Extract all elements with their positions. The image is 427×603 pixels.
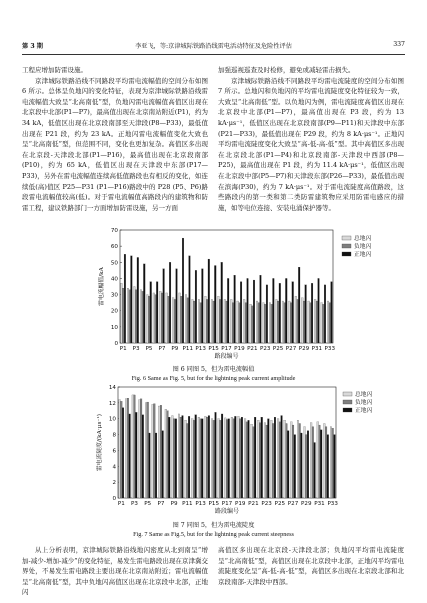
fig6-bar-正地闪-P4 xyxy=(143,264,145,343)
fig6-bar-正地闪-P17 xyxy=(227,278,229,343)
fig6-bar-负地闪-P15 xyxy=(213,301,215,343)
fig6-bar-总地闪-P18 xyxy=(230,299,232,343)
paragraph: 从上分析表明，京津城际铁路沿线地闪密度从北到南呈“增加-减少-增加-减少”的变化特征，易发生雷电路段出现在京津冀交界处，不易发生雷电路段主要出现在北京南站附近；雷电流幅值呈“北高南低”型，其中负地闪高值区出现在北京段中北部，正地闪 xyxy=(22,546,208,597)
fig6-bar-总地闪-P32 xyxy=(321,303,323,343)
text-column-right-bottom xyxy=(218,545,404,587)
fig6-bar-总地闪-P9 xyxy=(172,298,174,343)
fig6-x-tick-label: P27 xyxy=(285,346,297,352)
fig7-y-tick-label: 4 xyxy=(112,464,116,471)
fig6-bar-总地闪-P12 xyxy=(192,299,194,343)
fig6-bar-正地闪-P12 xyxy=(195,270,197,343)
fig7-x-tick-label: P19 xyxy=(234,501,246,507)
fig6-bar-总地闪-P30 xyxy=(308,301,310,343)
fig6-bar-总地闪-P1 xyxy=(121,283,123,343)
fig6-bar-负地闪-P5 xyxy=(148,296,150,343)
fig6-bar-总地闪-P27 xyxy=(289,301,291,343)
fig6-bar-负地闪-P19 xyxy=(239,303,241,343)
fig6-legend-label: 负地闪 xyxy=(354,244,372,250)
fig7-x-tick-label: P1 xyxy=(117,501,125,507)
fig7-x-tick-label: P31 xyxy=(314,501,325,507)
fig6-x-tick-label: P13 xyxy=(195,346,206,352)
fig6-bar-负地闪-P27 xyxy=(290,303,292,343)
fig7-x-tick-label: P17 xyxy=(221,501,233,507)
fig6-bar-负地闪-P6 xyxy=(155,295,157,343)
fig6-y-tick-label: 0 xyxy=(114,341,118,347)
fig6-bar-正地闪-P22 xyxy=(260,275,262,343)
fig6-y-tick-label: 50 xyxy=(110,260,118,267)
page-number: 337 xyxy=(393,41,405,48)
fig6-bar-总地闪-P2 xyxy=(127,288,129,343)
fig6-x-axis-label: 路段编号 xyxy=(214,353,239,360)
fig6-bar-负地闪-P11 xyxy=(187,298,189,343)
paragraph: 京津城际铁路沿线不同路段平均雷电流幅值的空间分布如图 6 所示。总体呈负地闪的变化特征，表现为京津城际铁路沿线雷电流幅值大致呈“北高南低”型，负地闪雷电流幅值高值区出现在北京段中北部(P1—P7)，最高值出现在北京南站附近(P1)，约为 34 kA，低值区出现在北京段南部至天津段(P8—P33)，最低值出现在 P21 段，约为 23 kA。正地闪雷电流幅值变化大致也呈“北高南低”型，但范围不同，变化也更加复杂。高值区多出现在北京段-天津段北部(P1—P16)，最高值出现在北京段南部(P10)，约为 65 kA，低值区出现在天津段中东部(P17—P33)，另外在雷电流幅值连续高低值路段也有相反的变化，如连续低(高)值区 P25—P31 (P1—P16)路段中的 P28 (P5、P6)路段雷电流幅值较高(低)。对于雷电流幅值高路段内的建筑物和防雷工程，建议铁路部门一方面增加防雷设施，另一方面 xyxy=(22,76,208,212)
fig6-bar-正地闪-P6 xyxy=(156,282,158,343)
fig7-y-axis-label: 雷电流陡度/(kA·μs⁻¹) xyxy=(97,413,103,472)
fig6-bar-正地闪-P25 xyxy=(279,283,281,343)
fig7-x-tick-label: P11 xyxy=(182,501,193,507)
fig6-bar-负地闪-P26 xyxy=(284,303,286,343)
fig7-x-tick-label: P29 xyxy=(301,501,312,507)
fig6-x-tick-label: P29 xyxy=(298,346,310,352)
fig7-y-tick-label: 14 xyxy=(108,385,116,391)
fig6-legend-label: 总地闪 xyxy=(354,236,372,242)
fig7-legend-label: 正地闪 xyxy=(355,408,373,414)
fig6-bar-负地闪-P29 xyxy=(303,301,305,343)
fig6-bar-负地闪-P16 xyxy=(219,299,221,343)
fig7-x-tick-label: P7 xyxy=(157,501,165,507)
fig6-bar-总地闪-P33 xyxy=(327,301,329,343)
fig7-x-tick-label: P33 xyxy=(327,501,338,507)
fig6-bar-总地闪-P29 xyxy=(301,298,303,343)
fig6-bar-负地闪-P2 xyxy=(129,290,131,343)
fig6-bar-总地闪-P23 xyxy=(263,303,265,343)
fig6-bar-正地闪-P21 xyxy=(253,280,255,343)
fig6-x-tick-label: P1 xyxy=(119,346,127,352)
fig7-x-axis-label: 路段编号 xyxy=(214,508,240,515)
fig6-bar-总地闪-P25 xyxy=(276,299,278,343)
fig6-bar-负地闪-P20 xyxy=(245,303,247,343)
fig6-bar-负地闪-P28 xyxy=(297,299,299,343)
fig6-y-axis-label: 雷电流幅值/kA xyxy=(99,267,105,306)
fig6-bar-正地闪-P29 xyxy=(305,285,307,343)
fig6-bar-正地闪-P3 xyxy=(137,257,139,343)
fig6-bar-总地闪-P6 xyxy=(153,293,155,343)
fig6-bar-正地闪-P14 xyxy=(208,259,210,343)
fig6-legend-label: 正地闪 xyxy=(354,252,372,258)
fig6-bar-正地闪-P15 xyxy=(214,266,216,343)
fig6-bar-负地闪-P23 xyxy=(264,304,266,343)
fig6-bar-负地闪-P22 xyxy=(258,303,260,343)
fig6-x-tick-label: P25 xyxy=(272,346,284,352)
fig6-bar-总地闪-P11 xyxy=(185,295,187,343)
fig6-bar-正地闪-P24 xyxy=(273,278,275,343)
fig6-bar-总地闪-P31 xyxy=(314,299,316,343)
text-column-left-bottom xyxy=(22,545,208,598)
fig6-bar-正地闪-P30 xyxy=(311,283,313,343)
fig6-bar-正地闪-P9 xyxy=(176,269,178,343)
fig6-bar-正地闪-P26 xyxy=(285,278,287,343)
fig7-x-tick-label: P23 xyxy=(261,501,272,507)
fig6-y-tick-label: 30 xyxy=(110,292,118,299)
running-title: 李亚飞，等:京津城际铁路沿线雷电活动特征及危险性评估 xyxy=(135,43,292,50)
fig6-bar-正地闪-P19 xyxy=(240,282,242,343)
fig6-bar-负地闪-P10 xyxy=(180,296,182,343)
figure-7-caption-cn: 图 7 同图 5，但为雷电流陡度 xyxy=(172,522,255,529)
paragraph: 工程应增加防雷设施。 xyxy=(22,66,87,74)
fig6-bar-总地闪-P10 xyxy=(179,293,181,343)
fig6-bar-正地闪-P5 xyxy=(150,282,152,343)
fig6-bar-总地闪-P16 xyxy=(218,296,220,343)
fig6-bar-正地闪-P23 xyxy=(266,285,268,343)
figure-6-caption-cn: 图 6 同图 5，但为雷电流幅值 xyxy=(172,366,255,373)
issue-number: 第 3 期 xyxy=(22,43,43,50)
fig6-x-tick-label: P5 xyxy=(145,346,153,352)
fig7-legend-label: 总地闪 xyxy=(355,392,373,398)
fig6-bar-正地闪-P20 xyxy=(247,278,249,343)
fig6-y-tick-label: 60 xyxy=(110,244,118,251)
fig6-bar-总地闪-P19 xyxy=(237,301,239,343)
fig6-bar-负地闪-P7 xyxy=(161,293,163,343)
fig6-bar-正地闪-P11 xyxy=(189,256,191,343)
fig6-y-tick-label: 40 xyxy=(110,276,118,283)
fig6-bar-负地闪-P3 xyxy=(135,290,137,343)
fig6-x-tick-label: P19 xyxy=(234,346,245,352)
fig6-bar-负地闪-P17 xyxy=(226,301,228,343)
fig6-bar-总地闪-P15 xyxy=(211,299,213,343)
fig7-x-tick-label: P5 xyxy=(144,501,152,507)
fig6-bar-负地闪-P12 xyxy=(193,301,195,343)
fig6-bar-正地闪-P7 xyxy=(163,269,165,343)
fig7-y-tick-label: 12 xyxy=(108,400,116,407)
fig6-bar-总地闪-P22 xyxy=(256,301,258,343)
fig6-bar-总地闪-P8 xyxy=(166,293,168,343)
fig6-bar-总地闪-P28 xyxy=(295,296,297,343)
fig7-legend-label: 负地闪 xyxy=(355,400,373,406)
fig6-bar-负地闪-P13 xyxy=(200,303,202,343)
fig6-bar-负地闪-P4 xyxy=(142,291,144,343)
fig6-x-tick-label: P31 xyxy=(311,346,323,352)
fig6-bar-总地闪-P7 xyxy=(159,291,161,343)
fig6-x-tick-label: P15 xyxy=(208,346,219,352)
fig6-x-tick-label: P7 xyxy=(158,346,166,352)
fig6-x-tick-label: P11 xyxy=(182,346,194,352)
fig6-bar-正地闪-P2 xyxy=(131,256,133,343)
fig7-x-tick-label: P25 xyxy=(274,501,286,507)
fig6-x-tick-label: P3 xyxy=(132,346,140,352)
fig6-bar-总地闪-P3 xyxy=(134,287,136,344)
fig7-y-tick-label: 2 xyxy=(112,480,116,487)
fig6-bar-正地闪-P1 xyxy=(124,254,126,343)
fig7-x-tick-label: P13 xyxy=(195,501,206,507)
paragraph: 加强巡视巡查及时检修，避免或减轻雷击损失。 xyxy=(218,66,355,74)
fig6-bar-正地闪-P13 xyxy=(202,269,204,343)
fig6-x-tick-label: P33 xyxy=(324,346,336,352)
fig6-bar-总地闪-P20 xyxy=(243,299,245,343)
fig6-y-tick-label: 10 xyxy=(110,324,118,331)
fig6-bar-负地闪-P30 xyxy=(310,303,312,343)
fig6-bar-总地闪-P5 xyxy=(147,295,149,343)
fig6-bar-负地闪-P8 xyxy=(168,296,170,343)
fig6-bar-正地闪-P33 xyxy=(331,282,333,343)
fig6-bar-负地闪-P14 xyxy=(206,299,208,343)
fig6-bar-总地闪-P17 xyxy=(224,299,226,343)
fig6-bar-负地闪-P33 xyxy=(329,303,331,343)
fig7-x-tick-label: P3 xyxy=(131,501,138,507)
fig6-bar-总地闪-P24 xyxy=(269,303,271,343)
figure-6-caption-en: Fig. 6 Same as Fig. 5, but for the lightning peak current amplitude xyxy=(131,375,296,382)
fig7-x-tick-label: P21 xyxy=(248,501,259,507)
fig6-bar-负地闪-P1 xyxy=(122,288,124,343)
fig6-x-tick-label: P17 xyxy=(221,346,232,352)
fig6-bar-总地闪-P14 xyxy=(205,296,207,343)
figure-7-caption-en: Fig. 7 Same as Fig.5, but for the lightning peak current steepness xyxy=(133,531,294,538)
fig6-x-tick-label: P9 xyxy=(171,346,179,352)
fig7-y-tick-label: 8 xyxy=(112,432,116,439)
fig7-y-tick-label: 10 xyxy=(108,416,116,423)
fig6-x-tick-label: P23 xyxy=(259,346,271,352)
fig6-bar-负地闪-P32 xyxy=(322,304,324,343)
fig6-bar-正地闪-P32 xyxy=(324,285,326,343)
fig6-bar-负地闪-P24 xyxy=(271,304,273,343)
fig7-x-tick-label: P15 xyxy=(208,501,220,507)
fig6-legend-swatch xyxy=(342,252,351,256)
fig6-bar-总地闪-P21 xyxy=(250,304,252,343)
fig6-bar-负地闪-P21 xyxy=(251,306,253,343)
fig6-bar-总地闪-P26 xyxy=(282,301,284,343)
fig6-bar-正地闪-P18 xyxy=(234,275,236,343)
fig6-bar-正地闪-P28 xyxy=(298,267,300,343)
fig6-bar-正地闪-P8 xyxy=(169,262,171,343)
paragraph: 高值区多出现在北京段-天津段北部；负地闪平均雷电流陡度呈“北高南低”型，高值区出现在北京段中北部，正地闪平均雷电流陡度变化呈“高-低-高-低”型，高值区多出现在北京段北部和北京段南部-天津段中西部。 xyxy=(218,546,404,586)
paragraph: 京津城际铁路沿线不同路段平均雷电流陡度的空间分布如图 7 所示。总地闪和负地闪的平均雷电流陡度变化特征较为一致，大致呈“北高南低”型。以负地闪为例，雷电流陡度高值区出现在北京段中北部(P1—P7)，最高值出现在 P3 段，约为 13 kA·μs⁻¹，低值区出现在北京段南部(P9—P11)和天津段中东部(P21—P33)，最低值出现在 P29 段，约为 8 kA·μs⁻¹。正地闪平均雷电流陡度变化大致呈“高-低-高-低”型。其中高值区多出现在北京段北部(P1—P4)和北京段南部-天津段中西部(P8—P25)，最高值出现在 P1 段，约为 11.4 kA·μs⁻¹，低值区出现在北京段中部(P5—P7)和天津段东部(P26—P33)，最低值出现在滨海(P30)，约为 7 kA·μs⁻¹。对于雷电流陡度高值路段，这些路段内的第一类和第二类防雷建筑物应采用防雷电感应的措施，如等电位连接、安装电涌保护器等。 xyxy=(218,76,404,212)
fig6-bar-负地闪-P31 xyxy=(316,301,318,343)
fig6-x-tick-label: P21 xyxy=(247,346,258,352)
fig6-legend-swatch xyxy=(342,244,351,248)
fig6-bar-总地闪-P13 xyxy=(198,299,200,343)
fig6-bar-负地闪-P18 xyxy=(232,303,234,343)
fig6-bar-正地闪-P16 xyxy=(221,262,223,343)
fig6-y-tick-label: 70 xyxy=(110,228,118,234)
fig6-bar-正地闪-P31 xyxy=(318,278,320,343)
fig6-legend-swatch xyxy=(342,236,351,240)
fig6-bar-正地闪-P10 xyxy=(182,238,184,343)
fig7-y-tick-label: 0 xyxy=(112,496,116,502)
fig7-x-tick-label: P27 xyxy=(287,501,299,507)
fig6-bar-正地闪-P27 xyxy=(292,282,294,343)
fig7-x-tick-label: P9 xyxy=(170,501,178,507)
fig6-bar-负地闪-P25 xyxy=(277,301,279,343)
fig6-bar-负地闪-P9 xyxy=(174,299,176,343)
fig6-y-tick-label: 20 xyxy=(110,308,118,315)
fig6-bar-总地闪-P4 xyxy=(140,290,142,343)
fig7-y-tick-label: 6 xyxy=(112,448,116,455)
